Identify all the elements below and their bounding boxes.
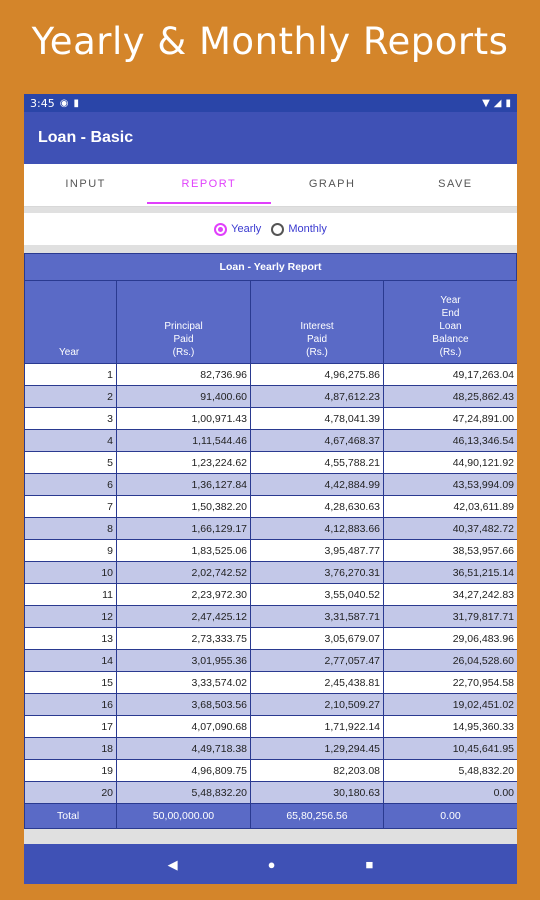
total-principal: 50,00,000.00 — [117, 804, 251, 829]
report-type-selector — [24, 213, 517, 245]
cell-principal: 3,33,574.02 — [117, 672, 251, 694]
tab-bar — [24, 164, 517, 207]
report-title: Loan - Yearly Report — [24, 253, 517, 280]
cell-year: 15 — [25, 672, 117, 694]
table-row — [25, 760, 518, 782]
cell-interest: 82,203.08 — [251, 760, 384, 782]
total-label: Total — [25, 804, 117, 829]
cell-interest: 2,10,509.27 — [251, 694, 384, 716]
table-row — [25, 606, 518, 628]
cell-year: 10 — [25, 562, 117, 584]
cell-balance: 19,02,451.02 — [384, 694, 518, 716]
table-row — [25, 672, 518, 694]
table-row — [25, 716, 518, 738]
cell-principal: 3,68,503.56 — [117, 694, 251, 716]
cell-year: 18 — [25, 738, 117, 760]
table-row — [25, 386, 518, 408]
cell-interest: 4,67,468.37 — [251, 430, 384, 452]
cell-principal: 1,66,129.17 — [117, 518, 251, 540]
cell-interest: 4,96,275.86 — [251, 364, 384, 386]
table-row — [25, 430, 518, 452]
app-title: Loan - Basic — [38, 129, 134, 146]
status-bar — [24, 94, 517, 112]
cell-principal: 1,23,224.62 — [117, 452, 251, 474]
cell-balance: 42,03,611.89 — [384, 496, 518, 518]
tab-graph[interactable]: GRAPH — [308, 178, 356, 190]
tab-save[interactable]: SAVE — [438, 178, 473, 190]
cell-balance: 48,25,862.43 — [384, 386, 518, 408]
table-row — [25, 694, 518, 716]
cell-interest: 3,55,040.52 — [251, 584, 384, 606]
cell-principal: 1,83,525.06 — [117, 540, 251, 562]
table-row — [25, 518, 518, 540]
table-row — [25, 364, 518, 386]
tab-report[interactable]: REPORT — [147, 164, 270, 204]
cell-year: 19 — [25, 760, 117, 782]
table-row — [25, 650, 518, 672]
cell-principal: 1,11,544.46 — [117, 430, 251, 452]
cell-interest: 4,12,883.66 — [251, 518, 384, 540]
cell-interest: 4,55,788.21 — [251, 452, 384, 474]
cell-year: 2 — [25, 386, 117, 408]
cell-interest: 3,05,679.07 — [251, 628, 384, 650]
cell-interest: 30,180.63 — [251, 782, 384, 804]
cell-principal: 4,49,718.38 — [117, 738, 251, 760]
cell-principal: 2,47,425.12 — [117, 606, 251, 628]
cell-principal: 2,02,742.52 — [117, 562, 251, 584]
cell-balance: 43,53,994.09 — [384, 474, 518, 496]
app-notification-icon: ◉ — [59, 97, 69, 109]
cell-interest: 3,95,487.77 — [251, 540, 384, 562]
table-row — [25, 474, 518, 496]
cell-year: 17 — [25, 716, 117, 738]
table-row — [25, 738, 518, 760]
cell-interest: 4,28,630.63 — [251, 496, 384, 518]
system-nav-bar — [24, 844, 517, 884]
app-bar — [24, 112, 517, 164]
cell-year: 9 — [25, 540, 117, 562]
cell-year: 8 — [25, 518, 117, 540]
wifi-icon: ▼ — [482, 97, 490, 109]
cell-principal: 1,36,127.84 — [117, 474, 251, 496]
cell-principal: 3,01,955.36 — [117, 650, 251, 672]
radio-yearly[interactable] — [214, 223, 261, 236]
cell-principal: 1,50,382.20 — [117, 496, 251, 518]
cell-principal: 2,23,972.30 — [117, 584, 251, 606]
cell-year: 6 — [25, 474, 117, 496]
radio-monthly[interactable] — [271, 223, 327, 236]
cell-balance: 26,04,528.60 — [384, 650, 518, 672]
promo-title: Yearly & Monthly Reports — [31, 20, 509, 63]
cell-principal: 4,96,809.75 — [117, 760, 251, 782]
cell-interest: 4,42,884.99 — [251, 474, 384, 496]
cell-principal: 82,736.96 — [117, 364, 251, 386]
cell-year: 20 — [25, 782, 117, 804]
cell-interest: 2,77,057.47 — [251, 650, 384, 672]
cell-year: 4 — [25, 430, 117, 452]
cell-principal: 1,00,971.43 — [117, 408, 251, 430]
cell-year: 7 — [25, 496, 117, 518]
cell-balance: 10,45,641.95 — [384, 738, 518, 760]
total-row — [25, 804, 518, 829]
status-time: 3:45 — [30, 96, 55, 110]
table-row — [25, 562, 518, 584]
column-header-interest: Interest Paid (Rs.) — [251, 281, 384, 364]
recents-icon[interactable]: ■ — [365, 856, 374, 872]
cell-year: 1 — [25, 364, 117, 386]
cell-principal: 91,400.60 — [117, 386, 251, 408]
column-header-year: Year — [25, 281, 117, 364]
cell-interest: 1,71,922.14 — [251, 716, 384, 738]
table-row — [25, 628, 518, 650]
cell-balance: 44,90,121.92 — [384, 452, 518, 474]
cell-interest: 2,45,438.81 — [251, 672, 384, 694]
cell-balance: 22,70,954.58 — [384, 672, 518, 694]
cell-interest: 3,76,270.31 — [251, 562, 384, 584]
cell-year: 3 — [25, 408, 117, 430]
table-row — [25, 496, 518, 518]
cell-year: 12 — [25, 606, 117, 628]
cell-year: 13 — [25, 628, 117, 650]
cell-interest: 4,78,041.39 — [251, 408, 384, 430]
cell-year: 16 — [25, 694, 117, 716]
yearly-report-table — [24, 280, 517, 829]
cell-balance: 49,17,263.04 — [384, 364, 518, 386]
home-icon[interactable]: ● — [267, 856, 276, 872]
table-row — [25, 584, 518, 606]
table-row — [25, 782, 518, 804]
cell-principal: 4,07,090.68 — [117, 716, 251, 738]
column-header-principal: Principal Paid (Rs.) — [117, 281, 251, 364]
radio-yearly-label: Yearly — [231, 223, 262, 235]
column-header-balance: Year End Loan Balance (Rs.) — [384, 281, 518, 364]
table-row — [25, 540, 518, 562]
table-row — [25, 452, 518, 474]
cell-balance: 14,95,360.33 — [384, 716, 518, 738]
cell-year: 5 — [25, 452, 117, 474]
cell-principal: 2,73,333.75 — [117, 628, 251, 650]
cell-balance: 38,53,957.66 — [384, 540, 518, 562]
cell-principal: 5,48,832.20 — [117, 782, 251, 804]
cell-year: 14 — [25, 650, 117, 672]
cell-balance: 40,37,482.72 — [384, 518, 518, 540]
radio-unchecked-icon — [271, 223, 284, 236]
cell-balance: 34,27,242.83 — [384, 584, 518, 606]
phone-screen — [24, 94, 517, 884]
radio-monthly-label: Monthly — [288, 223, 327, 235]
cell-interest: 4,87,612.23 — [251, 386, 384, 408]
back-icon[interactable]: ◀ — [167, 856, 178, 872]
cell-interest: 1,29,294.45 — [251, 738, 384, 760]
battery-icon: ▮ — [505, 97, 511, 109]
cell-year: 11 — [25, 584, 117, 606]
tab-input[interactable]: INPUT — [65, 178, 106, 190]
signal-icon: ◢ — [493, 97, 502, 109]
cell-interest: 3,31,587.71 — [251, 606, 384, 628]
sd-card-icon: ▮ — [73, 97, 79, 109]
cell-balance: 31,79,817.71 — [384, 606, 518, 628]
total-balance: 0.00 — [384, 804, 518, 829]
cell-balance: 36,51,215.14 — [384, 562, 518, 584]
table-row — [25, 408, 518, 430]
total-interest: 65,80,256.56 — [251, 804, 384, 829]
cell-balance: 29,06,483.96 — [384, 628, 518, 650]
cell-balance: 5,48,832.20 — [384, 760, 518, 782]
cell-balance: 47,24,891.00 — [384, 408, 518, 430]
cell-balance: 0.00 — [384, 782, 518, 804]
cell-balance: 46,13,346.54 — [384, 430, 518, 452]
radio-checked-icon — [214, 223, 227, 236]
